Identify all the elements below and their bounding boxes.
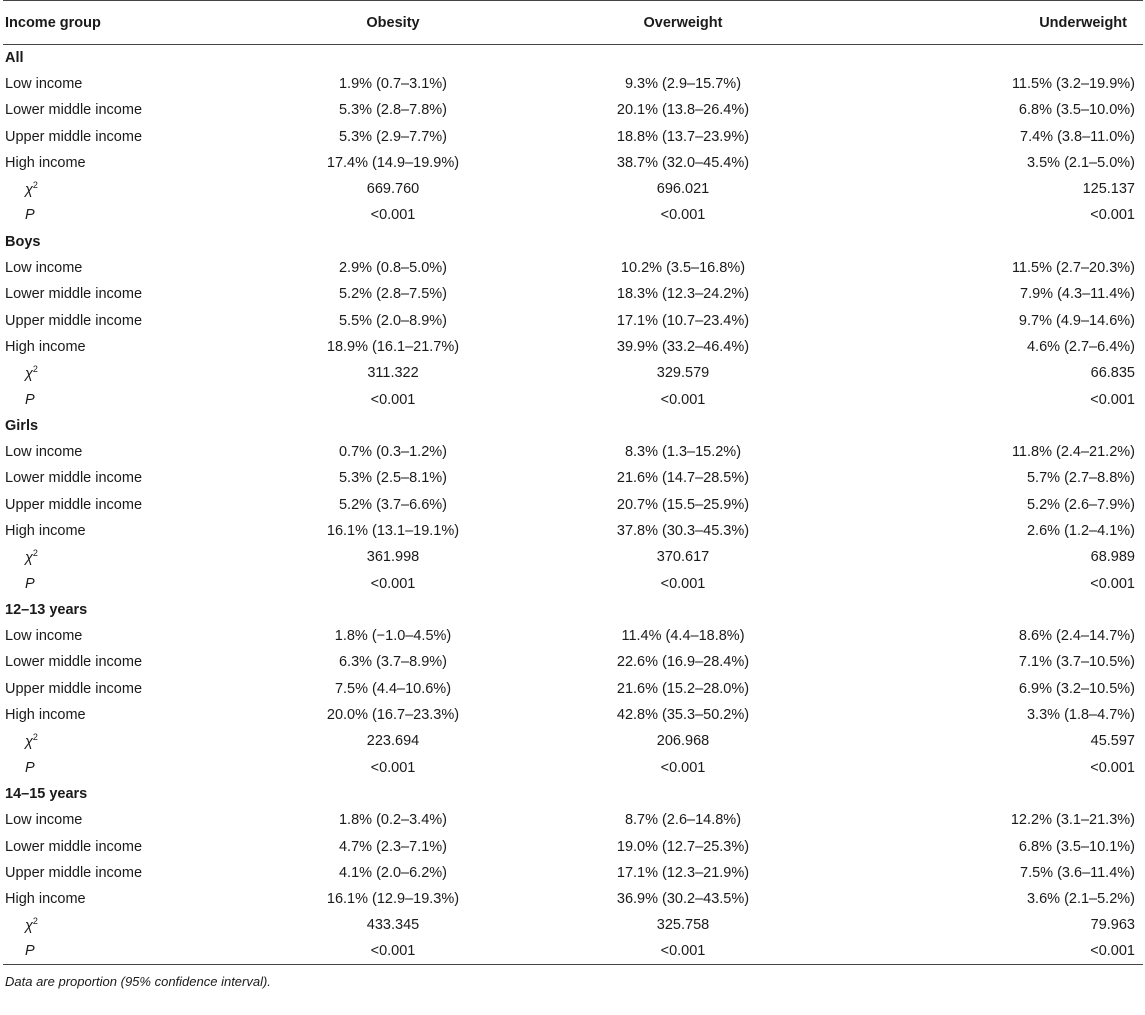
row-label: High income xyxy=(5,522,86,539)
chi-symbol: χ xyxy=(25,734,33,751)
chi-square-label xyxy=(3,360,248,386)
overweight-value: 22.6% (16.9–28.4%) xyxy=(616,654,750,671)
table-row xyxy=(3,71,1143,97)
chi-square-obesity: 669.760 xyxy=(366,181,420,198)
overweight-value: 20.7% (15.5–25.9%) xyxy=(616,496,750,513)
header-overweight: Overweight xyxy=(538,1,828,45)
row-label: Low income xyxy=(5,628,83,645)
p-value-obesity: <0.001 xyxy=(248,939,538,965)
empty-cell xyxy=(538,45,828,71)
underweight-value: 3.3% (1.8–4.7%) xyxy=(1026,707,1135,724)
p-value-underweight: <0.001 xyxy=(1090,575,1135,592)
table-row xyxy=(3,334,1143,360)
p-value-underweight: <0.001 xyxy=(1090,391,1135,408)
p-label: P xyxy=(25,391,35,408)
section-title: Girls xyxy=(5,417,39,434)
row-label: Lower middle income xyxy=(5,470,143,487)
obesity-value: 18.9% (16.1–21.7%) xyxy=(326,338,460,355)
section-row xyxy=(3,413,1143,439)
underweight-value: 9.7% (4.9–14.6%) xyxy=(1018,312,1135,329)
p-value-obesity: <0.001 xyxy=(370,759,416,776)
empty-cell xyxy=(828,597,1143,623)
obesity-value: 5.2% (2.8–7.5%) xyxy=(338,286,447,303)
header-underweight: Underweight xyxy=(828,1,1143,45)
chi-symbol: χ xyxy=(25,550,33,567)
chi-square-underweight: 45.597 xyxy=(1090,733,1135,750)
empty-cell xyxy=(248,597,538,623)
obesity-value: 5.5% (2.0–8.9%) xyxy=(338,312,447,329)
chi-square-overweight: 370.617 xyxy=(656,549,710,566)
table-row xyxy=(3,255,1143,281)
obesity-value: 20.0% (16.7–23.3%) xyxy=(326,707,460,724)
chi-square-overweight: 329.579 xyxy=(656,365,710,382)
p-label: P xyxy=(25,207,35,224)
section-title: All xyxy=(5,49,24,66)
underweight-value: 4.6% (2.7–6.4%) xyxy=(1026,338,1135,355)
chi-square-row xyxy=(3,544,1143,570)
table-row xyxy=(3,860,1143,886)
obesity-value: 1.9% (0.7–3.1%) xyxy=(338,75,447,92)
underweight-value: 3.5% (2.1–5.0%) xyxy=(1026,154,1135,171)
p-value-row xyxy=(3,939,1143,965)
header-row xyxy=(3,1,1143,45)
table-row xyxy=(3,649,1143,675)
obesity-value: 5.3% (2.9–7.7%) xyxy=(338,128,447,145)
row-label: Low income xyxy=(5,812,83,829)
chi-square-underweight: 125.137 xyxy=(1082,181,1135,198)
section-row xyxy=(3,781,1143,807)
overweight-value: 20.1% (13.8–26.4%) xyxy=(616,102,750,119)
obesity-value: 4.1% (2.0–6.2%) xyxy=(338,864,447,881)
table-row xyxy=(3,492,1143,518)
row-label: Upper middle income xyxy=(5,864,143,881)
underweight-value: 7.4% (3.8–11.0%) xyxy=(1020,128,1135,145)
p-value-overweight: <0.001 xyxy=(538,939,828,965)
overweight-value: 39.9% (33.2–46.4%) xyxy=(616,338,750,355)
empty-cell xyxy=(828,413,1143,439)
overweight-value: 8.7% (2.6–14.8%) xyxy=(624,812,742,829)
overweight-value: 8.3% (1.3–15.2%) xyxy=(624,444,742,461)
row-label: Low income xyxy=(5,260,83,277)
table-row xyxy=(3,439,1143,465)
obesity-value: 17.4% (14.9–19.9%) xyxy=(326,154,460,171)
underweight-value: 2.6% (1.2–4.1%) xyxy=(1026,522,1135,539)
section-title: 14–15 years xyxy=(5,785,88,802)
empty-cell xyxy=(538,781,828,807)
overweight-value: 38.7% (32.0–45.4%) xyxy=(616,154,750,171)
p-value-obesity: <0.001 xyxy=(370,391,416,408)
underweight-value: 7.5% (3.6–11.4%) xyxy=(1020,864,1135,881)
obesity-value: 7.5% (4.4–10.6%) xyxy=(334,680,452,697)
p-value-underweight: <0.001 xyxy=(1090,207,1135,224)
chi-square-row xyxy=(3,176,1143,202)
header-obesity: Obesity xyxy=(248,1,538,45)
underweight-value: 5.2% (2.6–7.9%) xyxy=(1026,496,1135,513)
underweight-value: 7.9% (4.3–11.4%) xyxy=(1020,286,1135,303)
overweight-value: 42.8% (35.3–50.2%) xyxy=(616,707,750,724)
p-value-underweight: <0.001 xyxy=(828,939,1143,965)
empty-cell xyxy=(538,597,828,623)
row-label: Low income xyxy=(5,444,83,461)
obesity-value: 16.1% (13.1–19.1%) xyxy=(326,522,460,539)
row-label: High income xyxy=(5,891,86,908)
table-row xyxy=(3,123,1143,149)
obesity-value: 2.9% (0.8–5.0%) xyxy=(338,260,447,277)
overweight-value: 11.4% (4.4–18.8%) xyxy=(621,628,745,645)
table-body xyxy=(3,45,1143,965)
chi-square-row xyxy=(3,728,1143,754)
obesity-value: 5.2% (3.7–6.6%) xyxy=(338,496,447,513)
prevalence-table xyxy=(3,0,1143,965)
p-value-overweight: <0.001 xyxy=(660,207,706,224)
chi-symbol: χ xyxy=(25,918,33,935)
obesity-value: 0.7% (0.3–1.2%) xyxy=(338,444,447,461)
row-label: High income xyxy=(5,338,86,355)
p-value-overweight: <0.001 xyxy=(660,391,706,408)
p-value-obesity: <0.001 xyxy=(370,575,416,592)
underweight-value: 11.5% (3.2–19.9%) xyxy=(1011,75,1135,92)
obesity-value: 1.8% (0.2–3.4%) xyxy=(338,812,447,829)
chi-square-label xyxy=(3,544,248,570)
p-value-overweight: <0.001 xyxy=(660,759,706,776)
underweight-value: 3.6% (2.1–5.2%) xyxy=(1026,891,1135,908)
chi-superscript: 2 xyxy=(32,916,38,927)
chi-square-label xyxy=(3,176,248,202)
table-row xyxy=(3,676,1143,702)
row-label: Upper middle income xyxy=(5,312,143,329)
overweight-value: 21.6% (14.7–28.5%) xyxy=(616,470,750,487)
table-row xyxy=(3,623,1143,649)
obesity-value: 1.8% (−1.0–4.5%) xyxy=(334,628,452,645)
obesity-value: 4.7% (2.3–7.1%) xyxy=(338,838,447,855)
row-label: Upper middle income xyxy=(5,496,143,513)
overweight-value: 17.1% (10.7–23.4%) xyxy=(616,312,750,329)
row-label: Low income xyxy=(5,75,83,92)
table-row xyxy=(3,833,1143,859)
row-label: Lower middle income xyxy=(5,102,143,119)
overweight-value: 19.0% (12.7–25.3%) xyxy=(616,838,750,855)
chi-square-underweight: 79.963 xyxy=(1090,917,1135,934)
p-value-overweight: <0.001 xyxy=(660,575,706,592)
chi-symbol: χ xyxy=(25,366,33,383)
underweight-value: 5.7% (2.7–8.8%) xyxy=(1026,470,1135,487)
overweight-value: 37.8% (30.3–45.3%) xyxy=(616,522,750,539)
row-label: Lower middle income xyxy=(5,654,143,671)
empty-cell xyxy=(538,413,828,439)
overweight-value: 18.3% (12.3–24.2%) xyxy=(616,286,750,303)
section-row xyxy=(3,229,1143,255)
obesity-value: 16.1% (12.9–19.3%) xyxy=(326,891,460,908)
overweight-value: 10.2% (3.5–16.8%) xyxy=(620,260,746,277)
p-value-row xyxy=(3,755,1143,781)
p-value-row xyxy=(3,202,1143,228)
chi-square-obesity: 433.345 xyxy=(366,917,420,934)
obesity-value: 5.3% (2.8–7.8%) xyxy=(338,102,447,119)
overweight-value: 17.1% (12.3–21.9%) xyxy=(616,864,750,881)
chi-superscript: 2 xyxy=(32,732,38,743)
chi-square-obesity: 223.694 xyxy=(366,733,420,750)
table-row xyxy=(3,518,1143,544)
table-footnote: Data are proportion (95% confidence interval). xyxy=(5,974,271,990)
row-label: Upper middle income xyxy=(5,128,143,145)
overweight-value: 36.9% (30.2–43.5%) xyxy=(616,891,750,908)
underweight-value: 12.2% (3.1–21.3%) xyxy=(1010,812,1135,829)
table-row xyxy=(3,807,1143,833)
section-title: 12–13 years xyxy=(5,601,88,618)
underweight-value: 6.8% (3.5–10.1%) xyxy=(1018,838,1135,855)
p-value-row xyxy=(3,386,1143,412)
table-row xyxy=(3,97,1143,123)
empty-cell xyxy=(828,45,1143,71)
p-label: P xyxy=(25,575,35,592)
chi-square-overweight: 206.968 xyxy=(656,733,710,750)
chi-square-label xyxy=(3,728,248,754)
row-label: High income xyxy=(5,154,86,171)
section-title: Boys xyxy=(5,233,41,250)
underweight-value: 8.6% (2.4–14.7%) xyxy=(1018,628,1135,645)
chi-square-label xyxy=(3,912,248,938)
overweight-value: 9.3% (2.9–15.7%) xyxy=(624,75,742,92)
underweight-value: 6.8% (3.5–10.0%) xyxy=(1018,102,1135,119)
row-label: Lower middle income xyxy=(5,286,143,303)
underweight-value: 11.8% (2.4–21.2%) xyxy=(1011,444,1135,461)
chi-superscript: 2 xyxy=(32,180,38,191)
table-row xyxy=(3,702,1143,728)
empty-cell xyxy=(538,229,828,255)
chi-square-row xyxy=(3,360,1143,386)
p-value-underweight: <0.001 xyxy=(1090,759,1135,776)
empty-cell xyxy=(248,229,538,255)
chi-square-underweight: 68.989 xyxy=(1090,549,1135,566)
chi-square-row xyxy=(3,912,1143,938)
section-row xyxy=(3,597,1143,623)
table-row xyxy=(3,150,1143,176)
overweight-value: 18.8% (13.7–23.9%) xyxy=(616,128,750,145)
underweight-value: 11.5% (2.7–20.3%) xyxy=(1011,260,1135,277)
table-row xyxy=(3,281,1143,307)
p-label: P xyxy=(25,759,35,776)
underweight-value: 7.1% (3.7–10.5%) xyxy=(1018,654,1135,671)
overweight-value: 21.6% (15.2–28.0%) xyxy=(616,680,750,697)
row-label: High income xyxy=(5,707,86,724)
chi-superscript: 2 xyxy=(32,548,38,559)
empty-cell xyxy=(828,229,1143,255)
p-label: P xyxy=(3,939,248,965)
row-label: Lower middle income xyxy=(5,838,143,855)
table-row xyxy=(3,307,1143,333)
empty-cell xyxy=(248,413,538,439)
chi-square-overweight: 696.021 xyxy=(656,181,710,198)
chi-square-underweight: 66.835 xyxy=(1090,365,1135,382)
empty-cell xyxy=(828,781,1143,807)
obesity-value: 6.3% (3.7–8.9%) xyxy=(338,654,447,671)
row-label: Upper middle income xyxy=(5,680,143,697)
header-income-group: Income group xyxy=(3,1,248,45)
table-row xyxy=(3,465,1143,491)
chi-superscript: 2 xyxy=(32,364,38,375)
underweight-value: 6.9% (3.2–10.5%) xyxy=(1018,680,1135,697)
chi-symbol: χ xyxy=(25,182,33,199)
chi-square-obesity: 361.998 xyxy=(366,549,420,566)
chi-square-obesity: 311.322 xyxy=(367,365,419,382)
chi-square-overweight: 325.758 xyxy=(656,917,710,934)
section-row xyxy=(3,45,1143,71)
empty-cell xyxy=(248,781,538,807)
obesity-value: 5.3% (2.5–8.1%) xyxy=(338,470,447,487)
table-row xyxy=(3,886,1143,912)
empty-cell xyxy=(248,45,538,71)
p-value-row xyxy=(3,570,1143,596)
p-value-obesity: <0.001 xyxy=(370,207,416,224)
table-container xyxy=(3,0,1143,989)
